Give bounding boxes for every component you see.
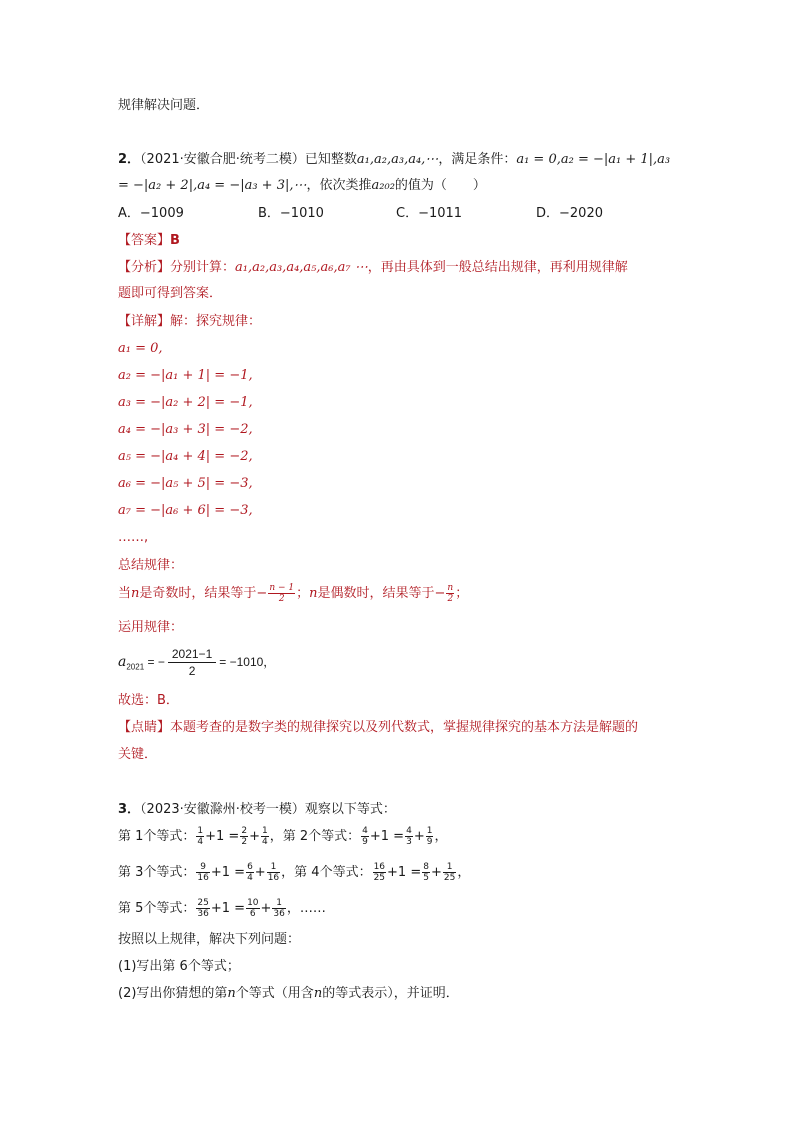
q2-apply-formula: $a_{2021}$ = − $\frac{2021-1}{2}$ = −1010， bbox=[118, 647, 276, 679]
q2-step-3: a₃ = −|a₂ + 2| = −1, bbox=[118, 395, 253, 410]
q3-equations-row3: 第 5个等式： $\frac{25}{36}$ +1 = $\frac{10}{6}$ + $\frac{1}{36}$ ，…… bbox=[118, 898, 326, 919]
answer-value: B bbox=[170, 233, 180, 248]
q2-target: a₂₀₂ bbox=[371, 178, 395, 193]
q2-comment-line1: 【点睛】本题考查的是数字类的规律探究以及列代数式，掌握规律探究的基本方法是解题的 bbox=[118, 720, 639, 735]
q3-part-2: (2)写出你猜想的第n个等式（用含n的等式表示），并证明． bbox=[118, 986, 459, 1001]
q2-choose: 故选：B． bbox=[118, 693, 179, 708]
q2-option-d[interactable]: D．−2020 bbox=[536, 206, 603, 221]
q2-comment-line2: 关键． bbox=[118, 747, 158, 762]
q2-option-b[interactable]: B．−1010 bbox=[258, 206, 324, 221]
q3-instruction: 按照以上规律，解决下列问题： bbox=[118, 932, 301, 947]
q2-sequence: a₁,a₂,a₃,a₄,⋯ bbox=[356, 152, 439, 167]
q2-analysis-line1: 【分析】分别计算：a₁,a₂,a₃,a₄,a₅,a₆,a₇ ⋯，再由具体到一般总结出规律，再利用规律解 bbox=[118, 260, 628, 275]
comment-label: 【点睛】 bbox=[118, 720, 171, 735]
q3-source: （2023·安徽滁州·校考一模） bbox=[140, 802, 305, 817]
analysis-label: 【分析】 bbox=[118, 260, 171, 275]
q2-step-5: a₅ = −|a₄ + 4| = −2, bbox=[118, 449, 253, 464]
q3-stem: 3．（2023·安徽滁州·校考一模）观察以下等式： bbox=[118, 802, 396, 817]
q2-ellipsis: ……, bbox=[118, 530, 149, 545]
q3-part-1: (1)写出第 6个等式； bbox=[118, 959, 240, 974]
q2-step-2: a₂ = −|a₁ + 1| = −1, bbox=[118, 368, 253, 383]
q2-option-c[interactable]: C．−1011 bbox=[396, 206, 463, 221]
previous-answer-tail: 规律解决问题． bbox=[118, 98, 210, 113]
q2-rule: 当n是奇数时，结果等于− $\frac{n - 1}{2}$ ；n是偶数时，结果等于− $\frac{n}{2}$ ； bbox=[118, 583, 469, 604]
detail-label: 【详解】 bbox=[118, 314, 171, 329]
q2-stem-line1: 2．（2021·安徽合肥·统考二模）已知整数a₁,a₂,a₃,a₄,⋯，满足条件：a₁ = 0,a₂ = −|a₁ + 1|,a₃ bbox=[118, 152, 671, 167]
q2-step-6: a₆ = −|a₅ + 5| = −3, bbox=[118, 476, 253, 491]
q2-source: （2021·安徽合肥·统考二模） bbox=[140, 152, 305, 167]
q2-step-7: a₇ = −|a₆ + 6| = −3, bbox=[118, 503, 253, 518]
q2-detail-intro: 【详解】解：探究规律： bbox=[118, 314, 262, 329]
q2-analysis-line2: 题即可得到答案． bbox=[118, 286, 223, 301]
q2-answer bbox=[118, 231, 180, 251]
q2-stem-line2: = −|a₂ + 2|,a₄ = −|a₃ + 3|,⋯，依次类推a₂₀₂的值为（ ） bbox=[118, 178, 486, 193]
q3-equations-row1: 第 1个等式： $\frac{1}{4}$ +1 = $\frac{2}{2}$ + $\frac{1}{4}$ ，第 2个等式： $\frac{4}{9}$ +1 = $\frac{4}{3}$ + $\frac{1}{9}$ ， bbox=[118, 826, 448, 847]
q2-step-1: a₁ = 0, bbox=[118, 341, 163, 356]
odd-fraction: $\frac{n - 1}{2}$ bbox=[269, 583, 295, 604]
q2-number: 2． bbox=[118, 152, 141, 167]
q2-summary-label: 总结规律： bbox=[118, 558, 184, 573]
even-fraction: $\frac{n}{2}$ bbox=[447, 583, 454, 604]
q2-condition-1: a₁ = 0,a₂ = −|a₁ + 1|,a₃ bbox=[516, 152, 671, 167]
q2-step-4: a₄ = −|a₃ + 3| = −2, bbox=[118, 422, 253, 437]
answer-label: 【答案】 bbox=[118, 233, 171, 248]
q2-options bbox=[118, 204, 678, 224]
apply-fraction: $\frac{2021-1}{2}$ bbox=[168, 646, 216, 679]
q3-number: 3． bbox=[118, 802, 141, 817]
q2-option-a[interactable]: A．−1009 bbox=[118, 206, 184, 221]
q2-condition-2: = −|a₂ + 2|,a₄ = −|a₃ + 3|,⋯ bbox=[118, 178, 307, 193]
q3-equations-row2: 第 3个等式： $\frac{9}{16}$ +1 = $\frac{6}{4}$ + $\frac{1}{16}$ ，第 4个等式： $\frac{16}{25}$ +1 = $\frac{8}{5}$ + $\frac{1}{25}$ ， bbox=[118, 862, 471, 883]
q2-apply-label: 运用规律： bbox=[118, 620, 184, 635]
